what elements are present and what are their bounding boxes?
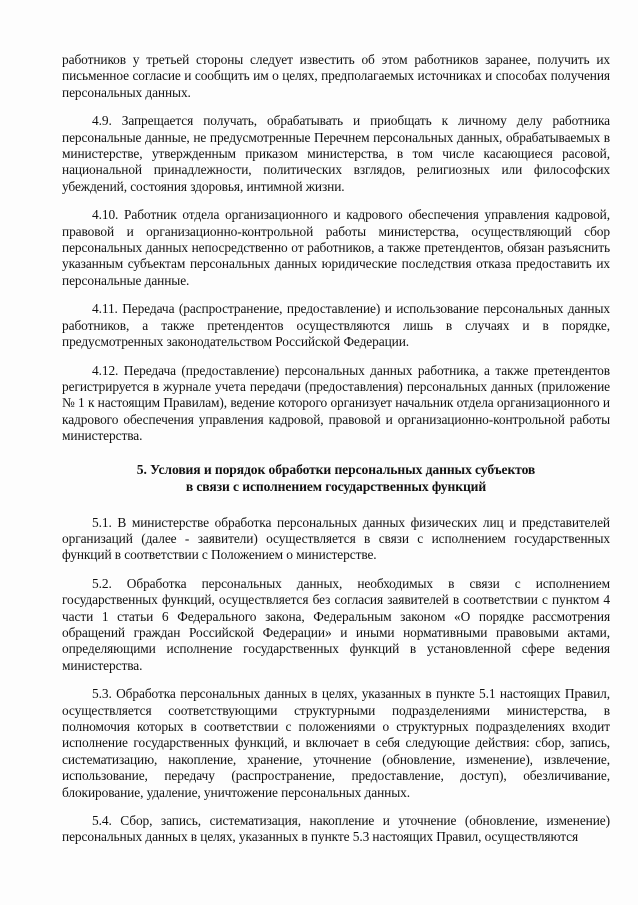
paragraph-5-2: 5.2. Обработка персональных данных, необходимых в связи с исполнением государственных функций, осуществляется без согласия заявителей в соответствии с пунктом 4 части 1 статьи 6 Федерального закона, Федеральным законом «О порядке рассмотрения обращений граждан Российской Федерации» и иными нормативными правовыми актами, определяющими исполнение государственных функций в установленной сфере ведения министерства. xyxy=(62,575,610,673)
paragraph-4-12: 4.12. Передача (предоставление) персональных данных работника, а также претендентов регистрируется в журнале учета передачи (предоставления) персональных данных (приложение № 1 к настоящим Правилам), ведение которого организует начальник отдела организационного и кадрового обеспечения управления кадровой, правовой и организационно-контрольной работы министерства. xyxy=(62,362,610,444)
paragraph-4-10: 4.10. Работник отдела организационного и кадрового обеспечения управления кадровой, правовой и организационно-контрольной работы министерства, осуществляющий сбор персональных данных непосредственно от работников, а также претендентов, обязан разъяснить указанным субъектам персональных данных юридические последствия отказа предоставить их персональные данные. xyxy=(62,207,610,288)
section-5-heading-line-1: 5. Условия и порядок обработки персональных данных субъектов xyxy=(136,461,536,477)
paragraph-4-11: 4.11. Передача (распространение, предоставление) и использование персональных данных работников, а также претендентов осуществляются лишь в случаях и в порядке, предусмотренных законодательством Российской Федерации. xyxy=(62,301,610,350)
paragraph-5-4: 5.4. Сбор, запись, систематизация, накопление и уточнение (обновление, изменение) персональных данных в целях, указанных в пункте 5.3 настоящих Правил, осуществляются xyxy=(62,813,610,845)
section-5-heading xyxy=(62,461,610,495)
paragraph-continuation: работников у третьей стороны следует известить об этом работников заранее, получить их письменное согласие и сообщить им о целях, предполагаемых источниках и способах получения персональных данных. xyxy=(62,52,610,100)
paragraph-5-3: 5.3. Обработка персональных данных в целях, указанных в пункте 5.1 настоящих Правил, осуществляется соответствующими структурными подразделениями министерства, в полномочия которых в соответствии с положениями о структурных подразделениях входит исполнение государственных функций, и включает в себя следующие действия: сбор, запись, систематизацию, накопление, хранение, уточнение (обновление, изменение), извлечение, использование, передачу (распространение, предоставление, доступ), обезличивание, блокирование, удаление, уничтожение персональных данных. xyxy=(62,686,610,800)
paragraph-5-1: 5.1. В министерстве обработка персональных данных физических лиц и представителей организаций (далее - заявители) осуществляется в связи с исполнением государственных функций в соответствии с Положением о министерстве. xyxy=(62,514,610,563)
document-body xyxy=(62,52,610,858)
paragraph-4-9: 4.9. Запрещается получать, обрабатывать и приобщать к личному делу работника персональные данные, не предусмотренные Перечнем персональных данных, обрабатываемых в министерстве, утвержденным приказом министерства, в том числе касающиеся расовой, национальной принадлежности, политических взглядов, религиозных или философских убеждений, состояния здоровья, интимной жизни. xyxy=(62,113,610,194)
section-5-heading-line-2: в связи с исполнением государственных функций xyxy=(185,478,487,494)
